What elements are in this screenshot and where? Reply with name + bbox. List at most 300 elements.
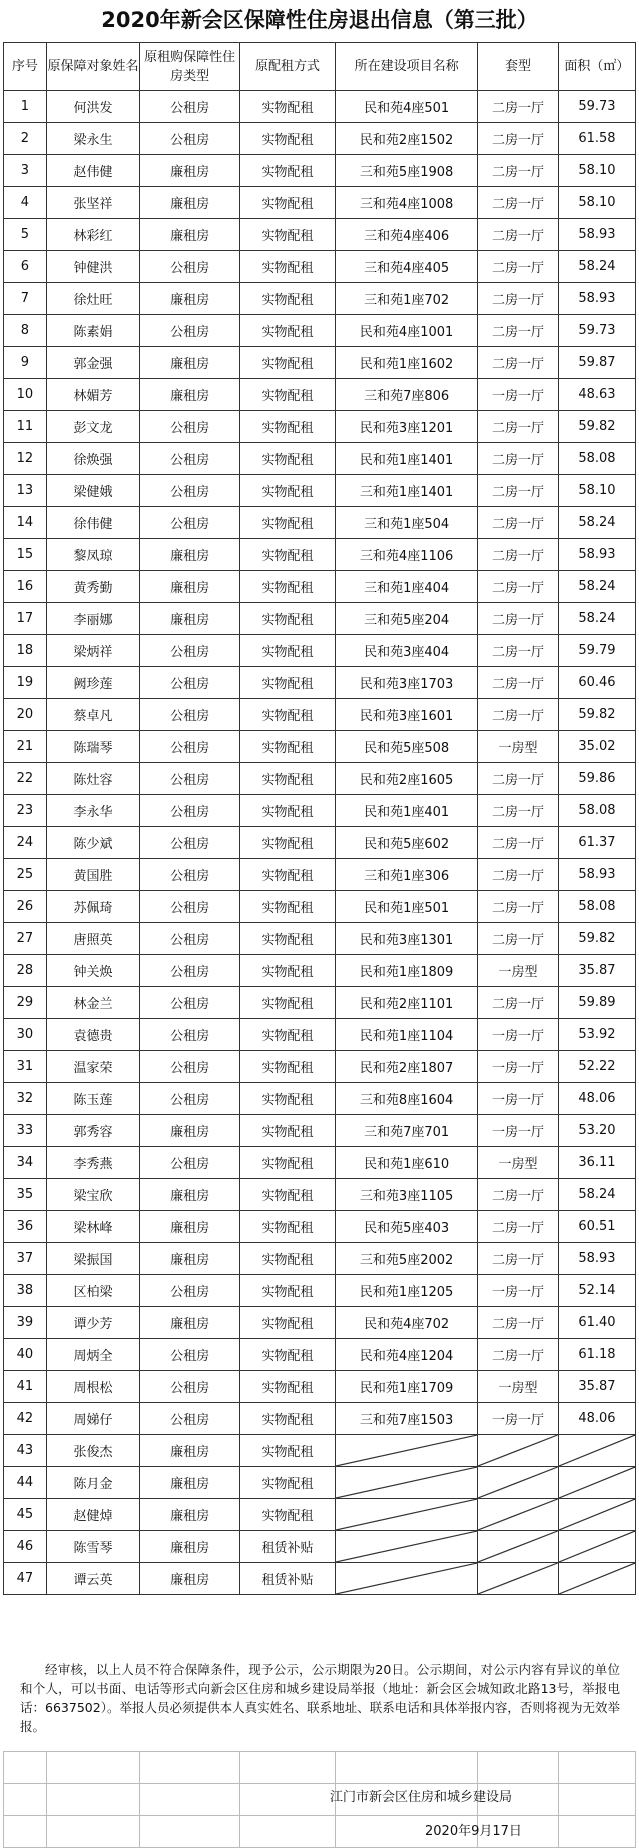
unit-type: 二房一厅 xyxy=(478,123,559,155)
project-name: 民和苑1座1709 xyxy=(335,1371,477,1403)
area: 58.93 xyxy=(558,539,635,571)
unit-type: 二房一厅 xyxy=(478,411,559,443)
unit-type: 二房一厅 xyxy=(478,187,559,219)
table-row xyxy=(4,891,636,923)
table-row xyxy=(4,1019,636,1051)
table-row xyxy=(4,1339,636,1371)
unit-type: 二房一厅 xyxy=(478,219,559,251)
housing-type: 廉租房 xyxy=(140,187,240,219)
housing-type: 公租房 xyxy=(140,1083,240,1115)
row-index: 31 xyxy=(4,1051,47,1083)
allocation-method: 实物配租 xyxy=(239,955,335,987)
person-name: 徐灶旺 xyxy=(46,283,140,315)
project-name: 三和苑3座1105 xyxy=(335,1179,477,1211)
housing-type: 公租房 xyxy=(140,1051,240,1083)
person-name: 赵健焯 xyxy=(46,1499,140,1531)
person-name: 陈素娟 xyxy=(46,315,140,347)
area: 59.89 xyxy=(558,987,635,1019)
table-row xyxy=(4,123,636,155)
project-name: 民和苑1座1809 xyxy=(335,955,477,987)
area: 58.08 xyxy=(558,443,635,475)
unit-type: 二房一厅 xyxy=(478,667,559,699)
table-row xyxy=(4,923,636,955)
unit-type: 一房型 xyxy=(478,731,559,763)
housing-type: 廉租房 xyxy=(140,379,240,411)
allocation-method: 实物配租 xyxy=(239,91,335,123)
area: 59.87 xyxy=(558,347,635,379)
area: 59.86 xyxy=(558,763,635,795)
unit-type: 二房一厅 xyxy=(478,443,559,475)
table-row xyxy=(4,667,636,699)
project-name: 民和苑1座610 xyxy=(335,1147,477,1179)
table-row xyxy=(4,379,636,411)
person-name: 黄国胜 xyxy=(46,859,140,891)
empty-cell-diagonal xyxy=(335,1531,477,1563)
housing-type: 廉租房 xyxy=(140,1467,240,1499)
housing-type: 廉租房 xyxy=(140,347,240,379)
person-name: 林彩红 xyxy=(46,219,140,251)
unit-type: 一房型 xyxy=(478,1147,559,1179)
project-name: 三和苑1座306 xyxy=(335,859,477,891)
project-name: 民和苑4座1001 xyxy=(335,315,477,347)
allocation-method: 实物配租 xyxy=(239,891,335,923)
housing-type: 廉租房 xyxy=(140,219,240,251)
allocation-method: 实物配租 xyxy=(239,187,335,219)
table-row xyxy=(4,827,636,859)
person-name: 周炳全 xyxy=(46,1339,140,1371)
unit-type: 二房一厅 xyxy=(478,763,559,795)
col-header-unit-type: 套型 xyxy=(478,43,559,91)
person-name: 徐焕强 xyxy=(46,443,140,475)
person-name: 梁林峰 xyxy=(46,1211,140,1243)
area: 59.73 xyxy=(558,91,635,123)
empty-cell-diagonal xyxy=(335,1563,477,1595)
table-row xyxy=(4,91,636,123)
table-row xyxy=(4,1051,636,1083)
area: 59.82 xyxy=(558,923,635,955)
project-name: 民和苑1座1401 xyxy=(335,443,477,475)
table-row xyxy=(4,411,636,443)
col-header-name: 原保障对象姓名 xyxy=(46,43,140,91)
housing-type: 廉租房 xyxy=(140,1563,240,1595)
table-row xyxy=(4,955,636,987)
allocation-method: 实物配租 xyxy=(239,1467,335,1499)
unit-type: 二房一厅 xyxy=(478,891,559,923)
housing-type: 廉租房 xyxy=(140,1499,240,1531)
unit-type: 一房一厅 xyxy=(478,1083,559,1115)
table-row xyxy=(4,987,636,1019)
row-index: 26 xyxy=(4,891,47,923)
unit-type: 一房一厅 xyxy=(478,1403,559,1435)
row-index: 20 xyxy=(4,699,47,731)
area: 58.10 xyxy=(558,155,635,187)
area: 58.24 xyxy=(558,1179,635,1211)
page-title: 2020年新会区保障性住房退出信息（第三批） xyxy=(101,8,538,32)
person-name: 梁炳祥 xyxy=(46,635,140,667)
unit-type: 二房一厅 xyxy=(478,507,559,539)
allocation-method: 实物配租 xyxy=(239,1211,335,1243)
project-name: 民和苑1座1602 xyxy=(335,347,477,379)
row-index: 34 xyxy=(4,1147,47,1179)
area: 35.87 xyxy=(558,955,635,987)
area: 35.87 xyxy=(558,1371,635,1403)
area: 58.08 xyxy=(558,795,635,827)
row-index: 13 xyxy=(4,475,47,507)
table-row xyxy=(4,219,636,251)
row-index: 16 xyxy=(4,571,47,603)
exit-info-table xyxy=(3,42,636,1595)
area: 58.93 xyxy=(558,219,635,251)
unit-type: 二房一厅 xyxy=(478,91,559,123)
unit-type: 二房一厅 xyxy=(478,635,559,667)
row-index: 39 xyxy=(4,1307,47,1339)
empty-cell-diagonal xyxy=(478,1467,559,1499)
housing-type: 廉租房 xyxy=(140,283,240,315)
housing-type: 公租房 xyxy=(140,827,240,859)
table-row xyxy=(4,1403,636,1435)
area: 58.24 xyxy=(558,507,635,539)
table-header-row xyxy=(4,43,636,91)
housing-type: 公租房 xyxy=(140,795,240,827)
row-index: 30 xyxy=(4,1019,47,1051)
allocation-method: 实物配租 xyxy=(239,923,335,955)
col-header-area: 面积（㎡） xyxy=(558,43,635,91)
row-index: 19 xyxy=(4,667,47,699)
allocation-method: 实物配租 xyxy=(239,763,335,795)
person-name: 郭金强 xyxy=(46,347,140,379)
person-name: 区柏梁 xyxy=(46,1275,140,1307)
row-index: 14 xyxy=(4,507,47,539)
project-name: 三和苑1座404 xyxy=(335,571,477,603)
area: 58.10 xyxy=(558,187,635,219)
table-row xyxy=(4,1467,636,1499)
project-name: 民和苑3座1703 xyxy=(335,667,477,699)
empty-cell-diagonal xyxy=(558,1563,635,1595)
allocation-method: 实物配租 xyxy=(239,571,335,603)
table-row xyxy=(4,251,636,283)
allocation-method: 实物配租 xyxy=(239,539,335,571)
row-index: 17 xyxy=(4,603,47,635)
person-name: 李秀燕 xyxy=(46,1147,140,1179)
person-name: 梁宝欣 xyxy=(46,1179,140,1211)
allocation-method: 实物配租 xyxy=(239,1115,335,1147)
allocation-method: 实物配租 xyxy=(239,475,335,507)
person-name: 郭秀容 xyxy=(46,1115,140,1147)
person-name: 蔡卓凡 xyxy=(46,699,140,731)
unit-type: 一房一厅 xyxy=(478,1275,559,1307)
allocation-method: 租赁补贴 xyxy=(239,1531,335,1563)
table-row xyxy=(4,1499,636,1531)
row-index: 22 xyxy=(4,763,47,795)
allocation-method: 实物配租 xyxy=(239,411,335,443)
housing-type: 廉租房 xyxy=(140,1243,240,1275)
allocation-method: 实物配租 xyxy=(239,795,335,827)
area: 61.40 xyxy=(558,1307,635,1339)
area: 58.10 xyxy=(558,475,635,507)
row-index: 10 xyxy=(4,379,47,411)
area: 53.92 xyxy=(558,1019,635,1051)
allocation-method: 实物配租 xyxy=(239,987,335,1019)
table-row xyxy=(4,1307,636,1339)
table-row xyxy=(4,1531,636,1563)
table-row xyxy=(4,187,636,219)
unit-type: 二房一厅 xyxy=(478,859,559,891)
housing-type: 公租房 xyxy=(140,635,240,667)
empty-cell-diagonal xyxy=(558,1499,635,1531)
area: 58.93 xyxy=(558,859,635,891)
allocation-method: 实物配租 xyxy=(239,827,335,859)
allocation-method: 实物配租 xyxy=(239,603,335,635)
unit-type: 二房一厅 xyxy=(478,827,559,859)
table-row xyxy=(4,795,636,827)
area: 58.24 xyxy=(558,251,635,283)
area: 48.06 xyxy=(558,1083,635,1115)
project-name: 民和苑2座1605 xyxy=(335,763,477,795)
allocation-method: 实物配租 xyxy=(239,1275,335,1307)
project-name: 三和苑7座806 xyxy=(335,379,477,411)
row-index: 43 xyxy=(4,1435,47,1467)
area: 58.24 xyxy=(558,603,635,635)
table-row xyxy=(4,1371,636,1403)
table-row xyxy=(4,1563,636,1595)
allocation-method: 实物配租 xyxy=(239,1371,335,1403)
empty-cell-diagonal xyxy=(478,1435,559,1467)
empty-cell-diagonal xyxy=(478,1531,559,1563)
area: 58.93 xyxy=(558,1243,635,1275)
area: 61.58 xyxy=(558,123,635,155)
housing-type: 廉租房 xyxy=(140,1531,240,1563)
allocation-method: 租赁补贴 xyxy=(239,1563,335,1595)
person-name: 李丽娜 xyxy=(46,603,140,635)
row-index: 37 xyxy=(4,1243,47,1275)
housing-type: 公租房 xyxy=(140,251,240,283)
unit-type: 二房一厅 xyxy=(478,475,559,507)
row-index: 4 xyxy=(4,187,47,219)
row-index: 36 xyxy=(4,1211,47,1243)
row-index: 33 xyxy=(4,1115,47,1147)
row-index: 46 xyxy=(4,1531,47,1563)
table-row xyxy=(4,1435,636,1467)
table-row xyxy=(4,859,636,891)
person-name: 陈月金 xyxy=(46,1467,140,1499)
empty-cell-diagonal xyxy=(335,1499,477,1531)
housing-type: 公租房 xyxy=(140,315,240,347)
unit-type: 二房一厅 xyxy=(478,1179,559,1211)
unit-type: 二房一厅 xyxy=(478,315,559,347)
row-index: 47 xyxy=(4,1563,47,1595)
person-name: 黎凤琼 xyxy=(46,539,140,571)
person-name: 何洪发 xyxy=(46,91,140,123)
project-name: 民和苑1座1104 xyxy=(335,1019,477,1051)
allocation-method: 实物配租 xyxy=(239,1307,335,1339)
unit-type: 二房一厅 xyxy=(478,251,559,283)
project-name: 民和苑1座1205 xyxy=(335,1275,477,1307)
allocation-method: 实物配租 xyxy=(239,731,335,763)
footer-grid xyxy=(3,1751,636,1848)
person-name: 林媚芳 xyxy=(46,379,140,411)
person-name: 黄秀勤 xyxy=(46,571,140,603)
unit-type: 一房一厅 xyxy=(478,1019,559,1051)
unit-type: 一房型 xyxy=(478,955,559,987)
table-row xyxy=(4,603,636,635)
allocation-method: 实物配租 xyxy=(239,1339,335,1371)
area: 35.02 xyxy=(558,731,635,763)
housing-type: 廉租房 xyxy=(140,1115,240,1147)
unit-type: 二房一厅 xyxy=(478,923,559,955)
project-name: 三和苑7座1503 xyxy=(335,1403,477,1435)
allocation-method: 实物配租 xyxy=(239,219,335,251)
allocation-method: 实物配租 xyxy=(239,123,335,155)
person-name: 梁健娥 xyxy=(46,475,140,507)
table-row xyxy=(4,731,636,763)
col-header-allocation: 原配租方式 xyxy=(239,43,335,91)
housing-type: 公租房 xyxy=(140,763,240,795)
project-name: 民和苑4座1204 xyxy=(335,1339,477,1371)
row-index: 35 xyxy=(4,1179,47,1211)
housing-type: 公租房 xyxy=(140,443,240,475)
housing-type: 公租房 xyxy=(140,507,240,539)
row-index: 7 xyxy=(4,283,47,315)
table-row xyxy=(4,1243,636,1275)
housing-type: 廉租房 xyxy=(140,1179,240,1211)
unit-type: 一房型 xyxy=(478,1371,559,1403)
row-index: 40 xyxy=(4,1339,47,1371)
person-name: 钟健洪 xyxy=(46,251,140,283)
allocation-method: 实物配租 xyxy=(239,1019,335,1051)
project-name: 民和苑5座602 xyxy=(335,827,477,859)
area: 61.18 xyxy=(558,1339,635,1371)
row-index: 9 xyxy=(4,347,47,379)
table-row xyxy=(4,763,636,795)
unit-type: 二房一厅 xyxy=(478,699,559,731)
area: 61.37 xyxy=(558,827,635,859)
row-index: 32 xyxy=(4,1083,47,1115)
area: 59.82 xyxy=(558,411,635,443)
person-name: 梁振国 xyxy=(46,1243,140,1275)
row-index: 27 xyxy=(4,923,47,955)
allocation-method: 实物配租 xyxy=(239,507,335,539)
housing-type: 公租房 xyxy=(140,475,240,507)
row-index: 23 xyxy=(4,795,47,827)
person-name: 梁永生 xyxy=(46,123,140,155)
project-name: 民和苑2座1807 xyxy=(335,1051,477,1083)
area: 36.11 xyxy=(558,1147,635,1179)
unit-type: 二房一厅 xyxy=(478,1339,559,1371)
unit-type: 二房一厅 xyxy=(478,347,559,379)
person-name: 唐照英 xyxy=(46,923,140,955)
person-name: 周根松 xyxy=(46,1371,140,1403)
area: 59.79 xyxy=(558,635,635,667)
housing-type: 公租房 xyxy=(140,923,240,955)
housing-type: 公租房 xyxy=(140,91,240,123)
person-name: 温家荣 xyxy=(46,1051,140,1083)
table-row xyxy=(4,283,636,315)
allocation-method: 实物配租 xyxy=(239,379,335,411)
allocation-method: 实物配租 xyxy=(239,667,335,699)
allocation-method: 实物配租 xyxy=(239,1499,335,1531)
housing-type: 公租房 xyxy=(140,123,240,155)
col-header-project: 所在建设项目名称 xyxy=(335,43,477,91)
project-name: 三和苑8座1604 xyxy=(335,1083,477,1115)
project-name: 民和苑1座401 xyxy=(335,795,477,827)
person-name: 赵伟健 xyxy=(46,155,140,187)
project-name: 民和苑5座403 xyxy=(335,1211,477,1243)
person-name: 陈雪琴 xyxy=(46,1531,140,1563)
table-row xyxy=(4,539,636,571)
project-name: 民和苑2座1101 xyxy=(335,987,477,1019)
unit-type: 一房一厅 xyxy=(478,1115,559,1147)
person-name: 徐伟健 xyxy=(46,507,140,539)
housing-type: 公租房 xyxy=(140,859,240,891)
empty-cell-diagonal xyxy=(558,1467,635,1499)
housing-type: 公租房 xyxy=(140,1275,240,1307)
allocation-method: 实物配租 xyxy=(239,635,335,667)
table-row xyxy=(4,1211,636,1243)
area: 53.20 xyxy=(558,1115,635,1147)
row-index: 1 xyxy=(4,91,47,123)
table-row xyxy=(4,1147,636,1179)
allocation-method: 实物配租 xyxy=(239,1083,335,1115)
project-name: 民和苑5座508 xyxy=(335,731,477,763)
unit-type: 二房一厅 xyxy=(478,539,559,571)
person-name: 袁德贵 xyxy=(46,1019,140,1051)
row-index: 2 xyxy=(4,123,47,155)
col-header-housing-type: 原租购保障性住房类型 xyxy=(140,43,240,91)
area: 60.46 xyxy=(558,667,635,699)
housing-type: 廉租房 xyxy=(140,539,240,571)
allocation-method: 实物配租 xyxy=(239,1147,335,1179)
unit-type: 二房一厅 xyxy=(478,1307,559,1339)
project-name: 三和苑5座2002 xyxy=(335,1243,477,1275)
project-name: 三和苑4座1106 xyxy=(335,539,477,571)
person-name: 张坚祥 xyxy=(46,187,140,219)
row-index: 5 xyxy=(4,219,47,251)
table-row xyxy=(4,1115,636,1147)
project-name: 三和苑4座406 xyxy=(335,219,477,251)
project-name: 三和苑1座1401 xyxy=(335,475,477,507)
row-index: 45 xyxy=(4,1499,47,1531)
table-row xyxy=(4,475,636,507)
table-row xyxy=(4,155,636,187)
project-name: 民和苑3座404 xyxy=(335,635,477,667)
allocation-method: 实物配租 xyxy=(239,859,335,891)
project-name: 民和苑3座1301 xyxy=(335,923,477,955)
housing-type: 公租房 xyxy=(140,955,240,987)
allocation-method: 实物配租 xyxy=(239,1179,335,1211)
housing-type: 廉租房 xyxy=(140,603,240,635)
person-name: 张俊杰 xyxy=(46,1435,140,1467)
person-name: 谭云英 xyxy=(46,1563,140,1595)
project-name: 三和苑4座405 xyxy=(335,251,477,283)
unit-type: 二房一厅 xyxy=(478,571,559,603)
unit-type: 二房一厅 xyxy=(478,1243,559,1275)
unit-type: 二房一厅 xyxy=(478,603,559,635)
row-index: 11 xyxy=(4,411,47,443)
area: 52.14 xyxy=(558,1275,635,1307)
row-index: 6 xyxy=(4,251,47,283)
project-name: 三和苑5座204 xyxy=(335,603,477,635)
row-index: 28 xyxy=(4,955,47,987)
area: 59.82 xyxy=(558,699,635,731)
table-row xyxy=(4,347,636,379)
allocation-method: 实物配租 xyxy=(239,155,335,187)
area: 60.51 xyxy=(558,1211,635,1243)
area: 52.22 xyxy=(558,1051,635,1083)
row-index: 38 xyxy=(4,1275,47,1307)
housing-type: 廉租房 xyxy=(140,1211,240,1243)
allocation-method: 实物配租 xyxy=(239,1051,335,1083)
housing-type: 廉租房 xyxy=(140,571,240,603)
